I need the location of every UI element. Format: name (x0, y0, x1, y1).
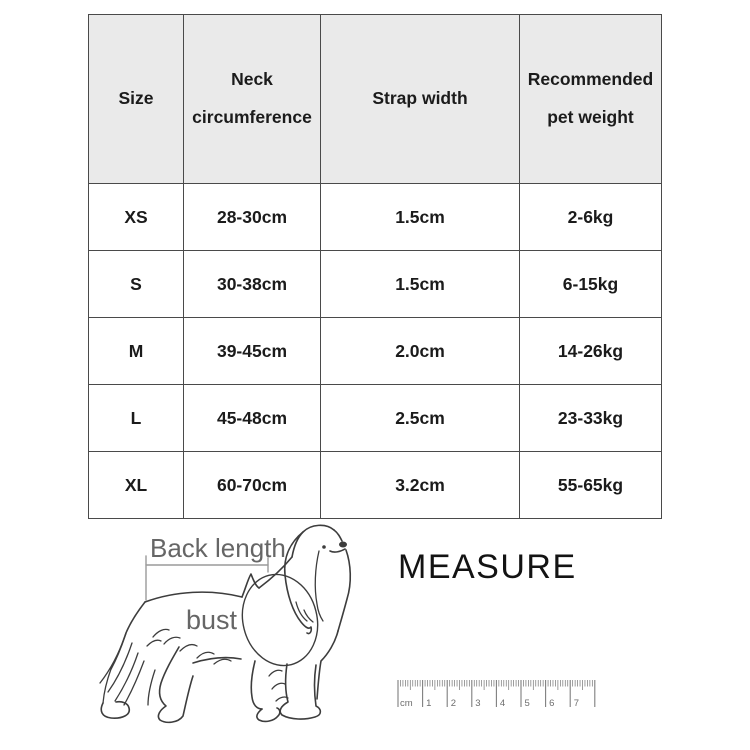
cell-size: L (89, 385, 184, 452)
dog-front-leg-far (251, 661, 262, 709)
measure-title: MEASURE (398, 548, 577, 586)
dog-eye (322, 545, 326, 549)
cell-neck: 28-30cm (184, 184, 321, 251)
ruler-number: 1 (426, 698, 432, 709)
ruler-number: 5 (524, 698, 530, 709)
table-row (89, 452, 662, 519)
cell-neck: 45-48cm (184, 385, 321, 452)
ruler-number: 3 (475, 698, 481, 709)
table-row (89, 385, 662, 452)
ruler-unit-label: cm (400, 698, 413, 709)
cell-weight: 2-6kg (520, 184, 662, 251)
ruler-number: 4 (499, 698, 506, 709)
header-neck-circumference: Neck circumference (184, 15, 321, 184)
header-size: Size (89, 15, 184, 184)
cell-size: XL (89, 452, 184, 519)
table-row (89, 251, 662, 318)
header-pet-weight: Recommended pet weight (520, 15, 662, 184)
dog-front-leg-near (280, 664, 320, 719)
cell-neck: 30-38cm (184, 251, 321, 318)
ruler-illustration (396, 678, 600, 710)
cell-weight: 14-26kg (520, 318, 662, 385)
cell-weight: 55-65kg (520, 452, 662, 519)
cell-neck: 60-70cm (184, 452, 321, 519)
cell-weight: 6-15kg (520, 251, 662, 318)
cell-strap: 1.5cm (321, 251, 520, 318)
dog-nose (339, 542, 347, 548)
dog-rear-leg (158, 647, 193, 722)
ruler-number: 6 (549, 698, 555, 709)
cell-weight: 23-33kg (520, 385, 662, 452)
cell-size: S (89, 251, 184, 318)
header-strap-width: Strap width (321, 15, 520, 184)
cell-size: M (89, 318, 184, 385)
cell-strap: 1.5cm (321, 184, 520, 251)
ruler-number: 2 (450, 698, 456, 709)
table-row (89, 184, 662, 251)
cell-size: XS (89, 184, 184, 251)
table-row (89, 318, 662, 385)
bust-label: bust (186, 605, 238, 635)
cell-neck: 39-45cm (184, 318, 321, 385)
table-header-row (89, 15, 662, 184)
ruler-number: 7 (573, 698, 579, 709)
cell-strap: 3.2cm (321, 452, 520, 519)
back-length-label: Back length (150, 533, 286, 563)
cell-strap: 2.0cm (321, 318, 520, 385)
size-chart-table (88, 14, 662, 519)
cell-strap: 2.5cm (321, 385, 520, 452)
